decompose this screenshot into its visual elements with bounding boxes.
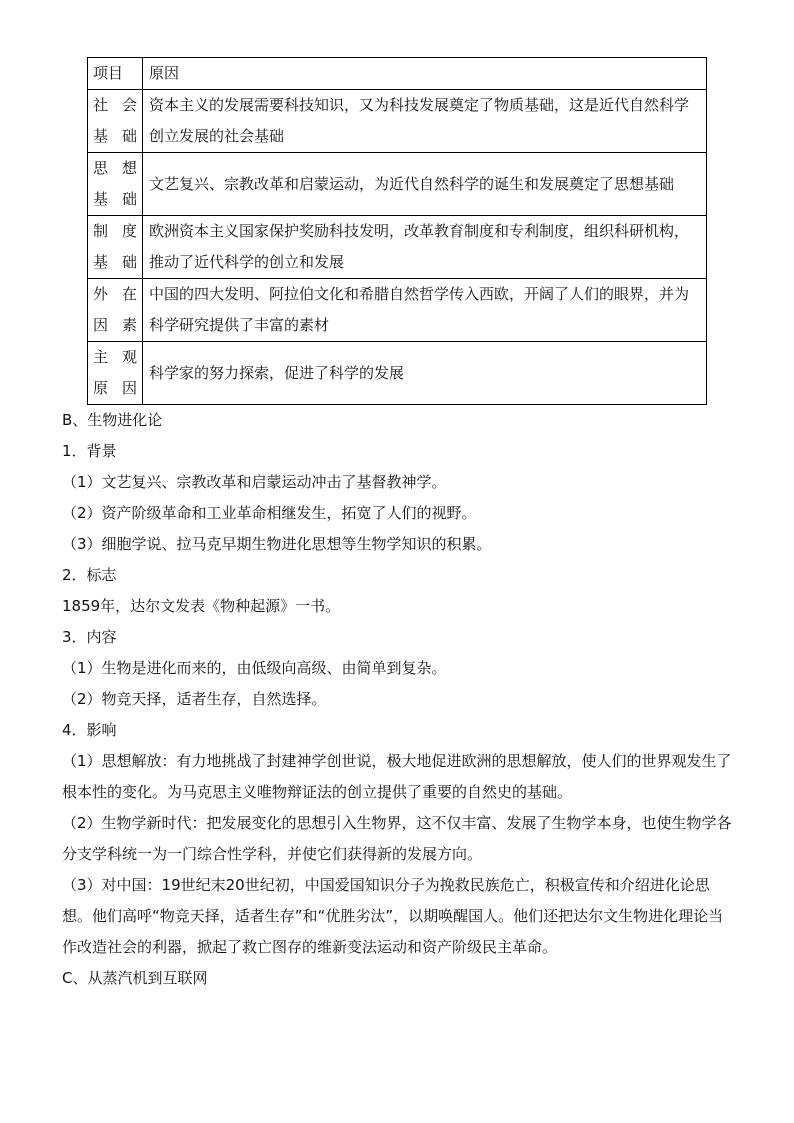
row-reason-cell: 科学家的努力探索，促进了科学的发展 xyxy=(143,342,707,405)
list-item: （2）资产阶级革命和工业革命相继发生，拓宽了人们的视野。 xyxy=(62,504,477,522)
row-item-cell xyxy=(88,279,143,342)
row-item-label-bottom: 因素 xyxy=(93,316,137,334)
list-item: （1）生物是进化而来的，由低级向高级、由简单到复杂。 xyxy=(62,659,447,677)
row-item-cell xyxy=(88,90,143,153)
row-item-label-bottom: 基础 xyxy=(93,190,137,208)
subheading-milestone: 2．标志 xyxy=(62,566,117,584)
section-b-heading: B、生物进化论 xyxy=(62,411,163,429)
document-body xyxy=(62,405,738,994)
subheading-impact: 4．影响 xyxy=(62,721,117,739)
list-item: （2）生物学新时代：把发展变化的思想引入生物界，这不仅丰富、发展了生物学本身，也使生物学各分支学科统一为一门综合性学科，并使它们获得新的发展方向。 xyxy=(62,814,732,863)
row-reason-cell: 资本主义的发展需要科技知识，又为科技发展奠定了物质基础，这是近代自然科学创立发展的社会基础 xyxy=(143,90,707,153)
paragraph: 1859年，达尔文发表《物种起源》一书。 xyxy=(62,597,341,615)
table-row xyxy=(88,153,707,216)
row-item-label-top: 社会 xyxy=(93,96,137,114)
list-item: （1）文艺复兴、宗教改革和启蒙运动冲击了基督教神学。 xyxy=(62,473,447,491)
subheading-background: 1．背景 xyxy=(62,442,117,460)
row-item-label-top: 外在 xyxy=(93,285,137,303)
header-item-cell: 项目 xyxy=(88,58,143,90)
row-item-label-top: 思想 xyxy=(93,159,137,177)
table-row xyxy=(88,90,707,153)
row-item-label-top: 制度 xyxy=(93,222,137,240)
row-item-label-bottom: 基础 xyxy=(93,253,137,271)
list-item: （3）细胞学说、拉马克早期生物进化思想等生物学知识的积累。 xyxy=(62,535,492,553)
list-item: （2）物竞天择，适者生存，自然选择。 xyxy=(62,690,327,708)
row-reason-cell: 中国的四大发明、阿拉伯文化和希腊自然哲学传入西欧，开阔了人们的眼界，并为科学研究提供了丰富的素材 xyxy=(143,279,707,342)
list-item: （1）思想解放：有力地挑战了封建神学创世说，极大地促进欧洲的思想解放，使人们的世界观发生了根本性的变化。为马克思主义唯物辩证法的创立提供了重要的自然史的基础。 xyxy=(62,752,732,801)
reasons-table xyxy=(87,57,707,405)
row-reason-cell: 文艺复兴、宗教改革和启蒙运动，为近代自然科学的诞生和发展奠定了思想基础 xyxy=(143,153,707,216)
table-header-row xyxy=(88,58,707,90)
header-reason-cell: 原因 xyxy=(143,58,707,90)
row-item-label-bottom: 基础 xyxy=(93,127,137,145)
section-c-heading: C、从蒸汽机到互联网 xyxy=(62,969,208,987)
row-item-label-top: 主观 xyxy=(93,348,137,366)
row-item-cell xyxy=(88,153,143,216)
row-item-cell xyxy=(88,216,143,279)
table-row xyxy=(88,342,707,405)
row-item-cell xyxy=(88,342,143,405)
row-reason-cell: 欧洲资本主义国家保护奖励科技发明，改革教育制度和专利制度，组织科研机构，推动了近代科学的创立和发展 xyxy=(143,216,707,279)
subheading-content: 3．内容 xyxy=(62,628,117,646)
table-row xyxy=(88,279,707,342)
row-item-label-bottom: 原因 xyxy=(93,379,137,397)
list-item: （3）对中国：19世纪末20世纪初，中国爱国知识分子为挽救民族危亡，积极宣传和介绍进化论思想。他们高呼“物竞天择，适者生存”和“优胜劣汰”，以期唤醒国人。他们还把达尔文生物进化理论当作改造社会的利器，掀起了救亡图存的维新变法运动和资产阶级民主革命。 xyxy=(62,876,724,956)
table-row xyxy=(88,216,707,279)
